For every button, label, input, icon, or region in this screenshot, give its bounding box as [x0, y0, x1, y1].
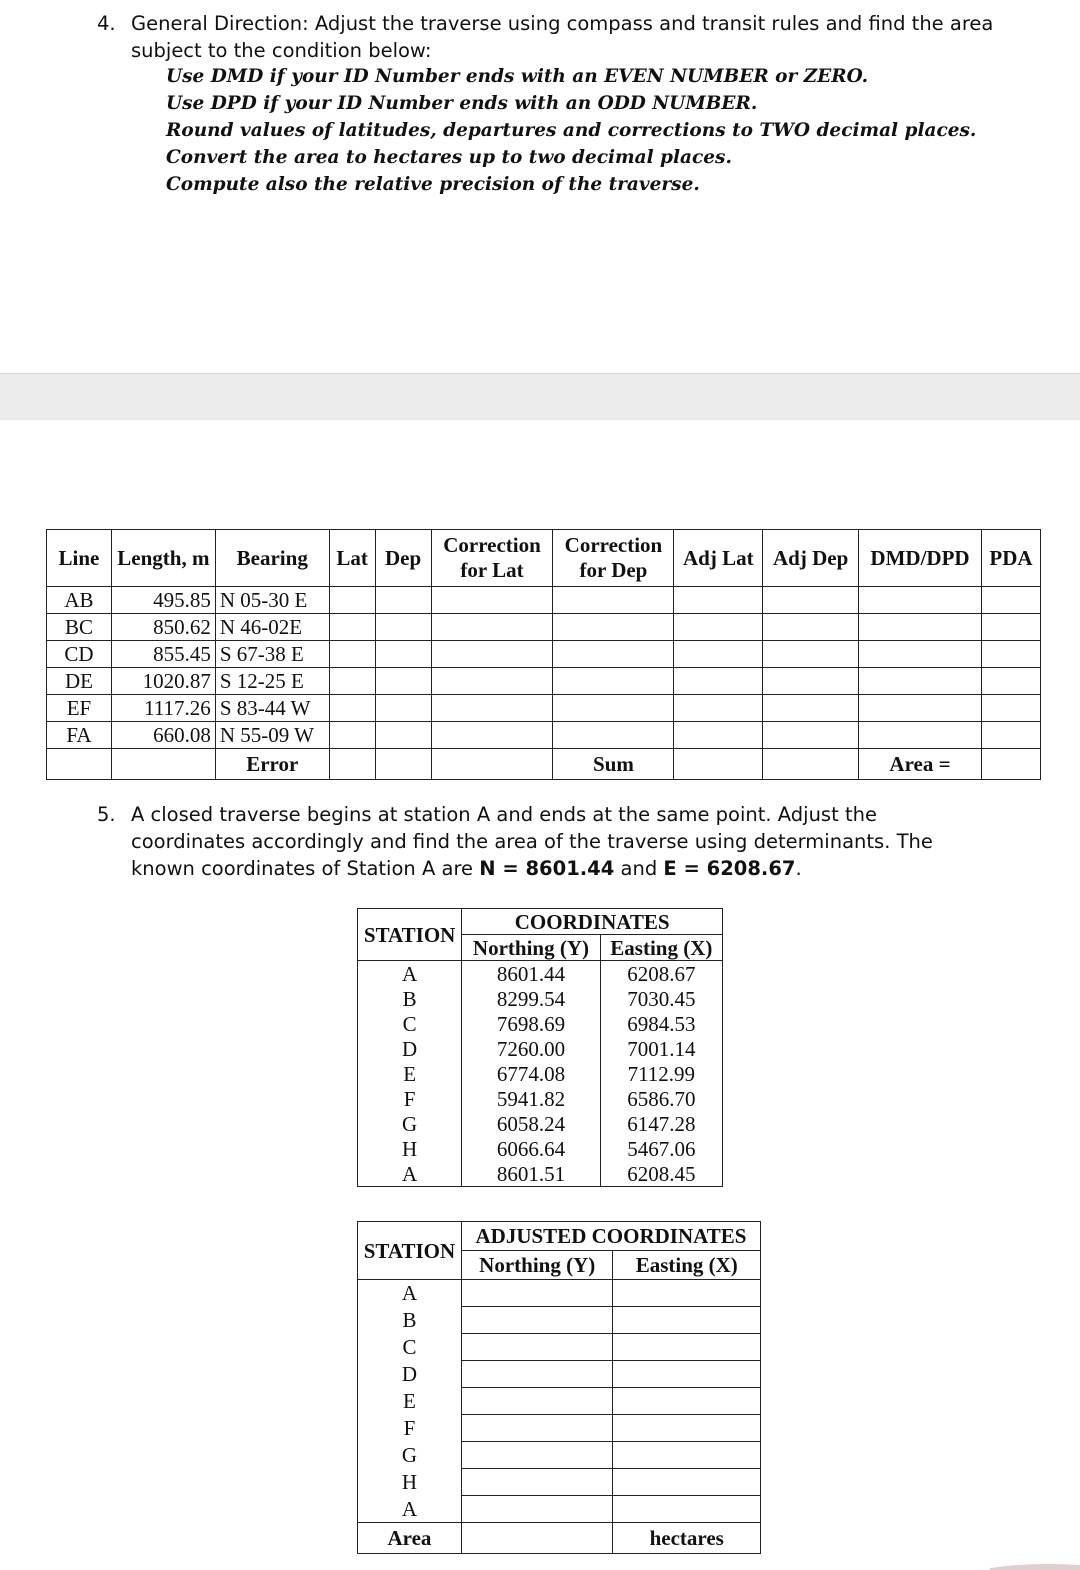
- easting-cell: 6984.53: [600, 1011, 722, 1036]
- adjusted-easting-cell[interactable]: [613, 1415, 761, 1442]
- station-cell: A: [358, 1496, 462, 1523]
- line-cell: FA: [47, 722, 112, 749]
- traverse-header-row: [47, 530, 1041, 587]
- station-header: STATION: [358, 909, 462, 961]
- corr-lat-cell[interactable]: [431, 722, 553, 749]
- adjusted-northing-cell[interactable]: [461, 1361, 613, 1388]
- header-pda: PDA: [981, 530, 1040, 587]
- condition-dmd: Use DMD if your ID Number ends with an EVEN NUMBER or ZERO.: [166, 66, 869, 87]
- area-row: [358, 1523, 761, 1554]
- dmd-cell[interactable]: [859, 668, 982, 695]
- northing-header: Northing (Y): [461, 1251, 613, 1280]
- dmd-cell[interactable]: [859, 722, 982, 749]
- table-row: [47, 641, 1041, 668]
- adjusted-northing-cell[interactable]: [461, 1280, 613, 1307]
- station-cell: C: [358, 1011, 462, 1036]
- pda-cell[interactable]: [981, 614, 1040, 641]
- adjusted-northing-cell[interactable]: [461, 1469, 613, 1496]
- length-cell: 850.62: [111, 614, 215, 641]
- adjusted-easting-cell[interactable]: [613, 1307, 761, 1334]
- adj-dep-cell[interactable]: [763, 614, 859, 641]
- station-cell: F: [358, 1086, 462, 1111]
- length-cell: 660.08: [111, 722, 215, 749]
- northing-cell: 6058.24: [462, 1111, 600, 1136]
- corr-lat-cell[interactable]: [431, 614, 553, 641]
- northing-header: Northing (Y): [462, 935, 600, 961]
- adj-lat-cell[interactable]: [674, 668, 763, 695]
- station-cell: H: [358, 1136, 462, 1161]
- footer-blank: [111, 749, 215, 780]
- station-cell: B: [358, 1307, 462, 1334]
- header-bearing: Bearing: [215, 530, 329, 587]
- adj-lat-cell[interactable]: [674, 587, 763, 614]
- corr-dep-cell[interactable]: [553, 695, 674, 722]
- station-cell: A: [358, 961, 462, 987]
- adjusted-easting-cell[interactable]: [613, 1442, 761, 1469]
- adj-lat-cell[interactable]: [674, 695, 763, 722]
- dmd-cell[interactable]: [859, 695, 982, 722]
- table-row: [358, 1011, 723, 1036]
- corr-dep-cell[interactable]: [553, 641, 674, 668]
- station-cell: G: [358, 1442, 462, 1469]
- station-cell: E: [358, 1061, 462, 1086]
- easting-header: Easting (X): [613, 1251, 761, 1280]
- adjusted-northing-cell[interactable]: [461, 1496, 613, 1523]
- adjusted-northing-cell[interactable]: [461, 1334, 613, 1361]
- adjusted-northing-cell[interactable]: [461, 1442, 613, 1469]
- adjusted-easting-cell[interactable]: [613, 1496, 761, 1523]
- table-row: [358, 1280, 761, 1307]
- condition-hectares: Convert the area to hectares up to two decimal places.: [166, 147, 732, 168]
- condition-dpd: Use DPD if your ID Number ends with an ODD NUMBER.: [166, 93, 758, 114]
- header-line: Line: [47, 530, 112, 587]
- adjusted-easting-cell[interactable]: [613, 1334, 761, 1361]
- table-row: [358, 1469, 761, 1496]
- adj-lat-cell[interactable]: [674, 614, 763, 641]
- table-row: [358, 1036, 723, 1061]
- dep-cell[interactable]: [375, 695, 431, 722]
- adjusted-easting-cell[interactable]: [613, 1388, 761, 1415]
- area-value-cell[interactable]: [981, 749, 1040, 780]
- easting-cell: 6208.67: [600, 961, 722, 987]
- adjusted-header-row: [358, 1222, 761, 1251]
- adj-lat-cell[interactable]: [674, 641, 763, 668]
- easting-header: Easting (X): [600, 935, 722, 961]
- dep-cell[interactable]: [375, 614, 431, 641]
- corr-dep-cell[interactable]: [553, 722, 674, 749]
- adjusted-coordinates-header: ADJUSTED COORDINATES: [461, 1222, 760, 1251]
- table-row: [47, 695, 1041, 722]
- line-cell: DE: [47, 668, 112, 695]
- table-row: [358, 1111, 723, 1136]
- pda-cell[interactable]: [981, 722, 1040, 749]
- bearing-cell: S 83-44 W: [215, 695, 329, 722]
- problem-4-number: 4.: [97, 12, 116, 35]
- station-a-northing: N = 8601.44: [479, 857, 615, 880]
- table-row: [358, 961, 723, 987]
- dep-cell[interactable]: [375, 641, 431, 668]
- problem-5-number: 5.: [97, 803, 116, 826]
- header-adj-lat: Adj Lat: [674, 530, 763, 587]
- station-cell: E: [358, 1388, 462, 1415]
- table-row: [358, 1442, 761, 1469]
- header-adj-dep: Adj Dep: [763, 530, 859, 587]
- easting-cell: 7030.45: [600, 986, 722, 1011]
- traverse-table: [46, 529, 1041, 780]
- dmd-cell[interactable]: [859, 587, 982, 614]
- condition-rounding: Round values of latitudes, departures and corrections to TWO decimal places.: [166, 120, 977, 141]
- header-correction-lat: Correction for Lat: [431, 530, 553, 587]
- northing-cell: 6066.64: [462, 1136, 600, 1161]
- adj-dep-cell[interactable]: [763, 668, 859, 695]
- length-cell: 1117.26: [111, 695, 215, 722]
- header-dmd-dpd: DMD/DPD: [859, 530, 982, 587]
- corr-lat-cell[interactable]: [431, 587, 553, 614]
- lat-cell[interactable]: [329, 722, 375, 749]
- header-correction-dep: Correction for Dep: [553, 530, 674, 587]
- area-label: Area: [358, 1523, 462, 1554]
- coords-header-row: [358, 909, 723, 935]
- table-row: [358, 1161, 723, 1187]
- condition-precision: Compute also the relative precision of the traverse.: [166, 174, 700, 195]
- sum-label: Sum: [553, 749, 674, 780]
- dep-cell[interactable]: [375, 722, 431, 749]
- area-value-cell[interactable]: [461, 1523, 613, 1554]
- line-cell: BC: [47, 614, 112, 641]
- easting-cell: 6586.70: [600, 1086, 722, 1111]
- length-cell: 495.85: [111, 587, 215, 614]
- station-cell: H: [358, 1469, 462, 1496]
- hectares-label: hectares: [613, 1523, 761, 1554]
- dep-cell[interactable]: [375, 587, 431, 614]
- northing-cell: 5941.82: [462, 1086, 600, 1111]
- table-row: [358, 1361, 761, 1388]
- line-cell: CD: [47, 641, 112, 668]
- table-row: [358, 986, 723, 1011]
- northing-cell: 8299.54: [462, 986, 600, 1011]
- station-cell: F: [358, 1415, 462, 1442]
- lat-error-cell[interactable]: [329, 749, 375, 780]
- adjusted-coordinates-table: [357, 1221, 761, 1554]
- pda-cell[interactable]: [981, 587, 1040, 614]
- corr-lat-cell[interactable]: [431, 641, 553, 668]
- header-dep: Dep: [375, 530, 431, 587]
- adjusted-northing-cell[interactable]: [461, 1307, 613, 1334]
- table-row: [47, 587, 1041, 614]
- bearing-cell: N 05-30 E: [215, 587, 329, 614]
- corr-lat-cell[interactable]: [431, 668, 553, 695]
- header-length: Length, m: [111, 530, 215, 587]
- station-cell: A: [358, 1161, 462, 1187]
- adj-dep-cell[interactable]: [763, 722, 859, 749]
- traverse-footer-row: [47, 749, 1041, 780]
- station-cell: G: [358, 1111, 462, 1136]
- corr-lat-cell[interactable]: [431, 695, 553, 722]
- table-row: [358, 1388, 761, 1415]
- corr-dep-cell[interactable]: [553, 587, 674, 614]
- page-separator: [0, 373, 1080, 420]
- table-row: [358, 1136, 723, 1161]
- pda-cell[interactable]: [981, 695, 1040, 722]
- adjusted-easting-cell[interactable]: [613, 1469, 761, 1496]
- lat-cell[interactable]: [329, 587, 375, 614]
- length-cell: 1020.87: [111, 668, 215, 695]
- station-cell: D: [358, 1361, 462, 1388]
- dep-error-cell[interactable]: [375, 749, 431, 780]
- table-row: [358, 1496, 761, 1523]
- easting-cell: 7001.14: [600, 1036, 722, 1061]
- adj-lat-sum-cell[interactable]: [674, 749, 763, 780]
- table-row: [47, 614, 1041, 641]
- problem-5-line-1: A closed traverse begins at station A and ends at the same point. Adjust the: [131, 803, 877, 826]
- station-a-easting: E = 6208.67: [663, 857, 796, 880]
- bearing-cell: N 55-09 W: [215, 722, 329, 749]
- corr-dep-cell[interactable]: [553, 614, 674, 641]
- table-row: [358, 1415, 761, 1442]
- dep-cell[interactable]: [375, 668, 431, 695]
- table-row: [47, 668, 1041, 695]
- station-cell: A: [358, 1280, 462, 1307]
- table-row: [358, 1334, 761, 1361]
- adjusted-northing-cell[interactable]: [461, 1415, 613, 1442]
- lat-cell[interactable]: [329, 614, 375, 641]
- coordinates-table: [357, 908, 723, 1187]
- adjusted-easting-cell[interactable]: [613, 1280, 761, 1307]
- adj-dep-cell[interactable]: [763, 695, 859, 722]
- dmd-cell[interactable]: [859, 614, 982, 641]
- northing-cell: 7698.69: [462, 1011, 600, 1036]
- table-row: [358, 1307, 761, 1334]
- length-cell: 855.45: [111, 641, 215, 668]
- northing-cell: 6774.08: [462, 1061, 600, 1086]
- easting-cell: 6208.45: [600, 1161, 722, 1187]
- pda-cell[interactable]: [981, 641, 1040, 668]
- line-cell: AB: [47, 587, 112, 614]
- footer-blank: [431, 749, 553, 780]
- corr-dep-cell[interactable]: [553, 668, 674, 695]
- northing-cell: 7260.00: [462, 1036, 600, 1061]
- bearing-cell: S 12-25 E: [215, 668, 329, 695]
- corner-decoration: [990, 1562, 1080, 1570]
- problem-4-intro-line-2: subject to the condition below:: [131, 39, 432, 62]
- lat-cell[interactable]: [329, 641, 375, 668]
- station-header: STATION: [358, 1222, 462, 1280]
- northing-cell: 8601.51: [462, 1161, 600, 1187]
- problem-5-line-2: coordinates accordingly and find the area of the traverse using determinants. The: [131, 830, 933, 853]
- station-cell: D: [358, 1036, 462, 1061]
- adjusted-northing-cell[interactable]: [461, 1388, 613, 1415]
- table-row: [358, 1086, 723, 1111]
- dmd-cell[interactable]: [859, 641, 982, 668]
- adj-dep-sum-cell[interactable]: [763, 749, 859, 780]
- station-cell: C: [358, 1334, 462, 1361]
- adj-dep-cell[interactable]: [763, 587, 859, 614]
- easting-cell: 5467.06: [600, 1136, 722, 1161]
- line-cell: EF: [47, 695, 112, 722]
- table-row: [358, 1061, 723, 1086]
- adj-lat-cell[interactable]: [674, 722, 763, 749]
- error-label: Error: [215, 749, 329, 780]
- coordinates-header: COORDINATES: [462, 909, 723, 935]
- adjusted-easting-cell[interactable]: [613, 1361, 761, 1388]
- station-cell: B: [358, 986, 462, 1011]
- pda-cell[interactable]: [981, 668, 1040, 695]
- adj-dep-cell[interactable]: [763, 641, 859, 668]
- lat-cell[interactable]: [329, 695, 375, 722]
- easting-cell: 6147.28: [600, 1111, 722, 1136]
- bearing-cell: S 67-38 E: [215, 641, 329, 668]
- easting-cell: 7112.99: [600, 1061, 722, 1086]
- lat-cell[interactable]: [329, 668, 375, 695]
- header-lat: Lat: [329, 530, 375, 587]
- problem-5-line-3: known coordinates of Station A are N = 8601.44 and E = 6208.67.: [131, 857, 802, 880]
- problem-4-intro-line-1: General Direction: Adjust the traverse using compass and transit rules and find the area: [131, 12, 994, 35]
- footer-blank: [47, 749, 112, 780]
- bearing-cell: N 46-02E: [215, 614, 329, 641]
- table-row: [47, 722, 1041, 749]
- northing-cell: 8601.44: [462, 961, 600, 987]
- area-label: Area =: [859, 749, 982, 780]
